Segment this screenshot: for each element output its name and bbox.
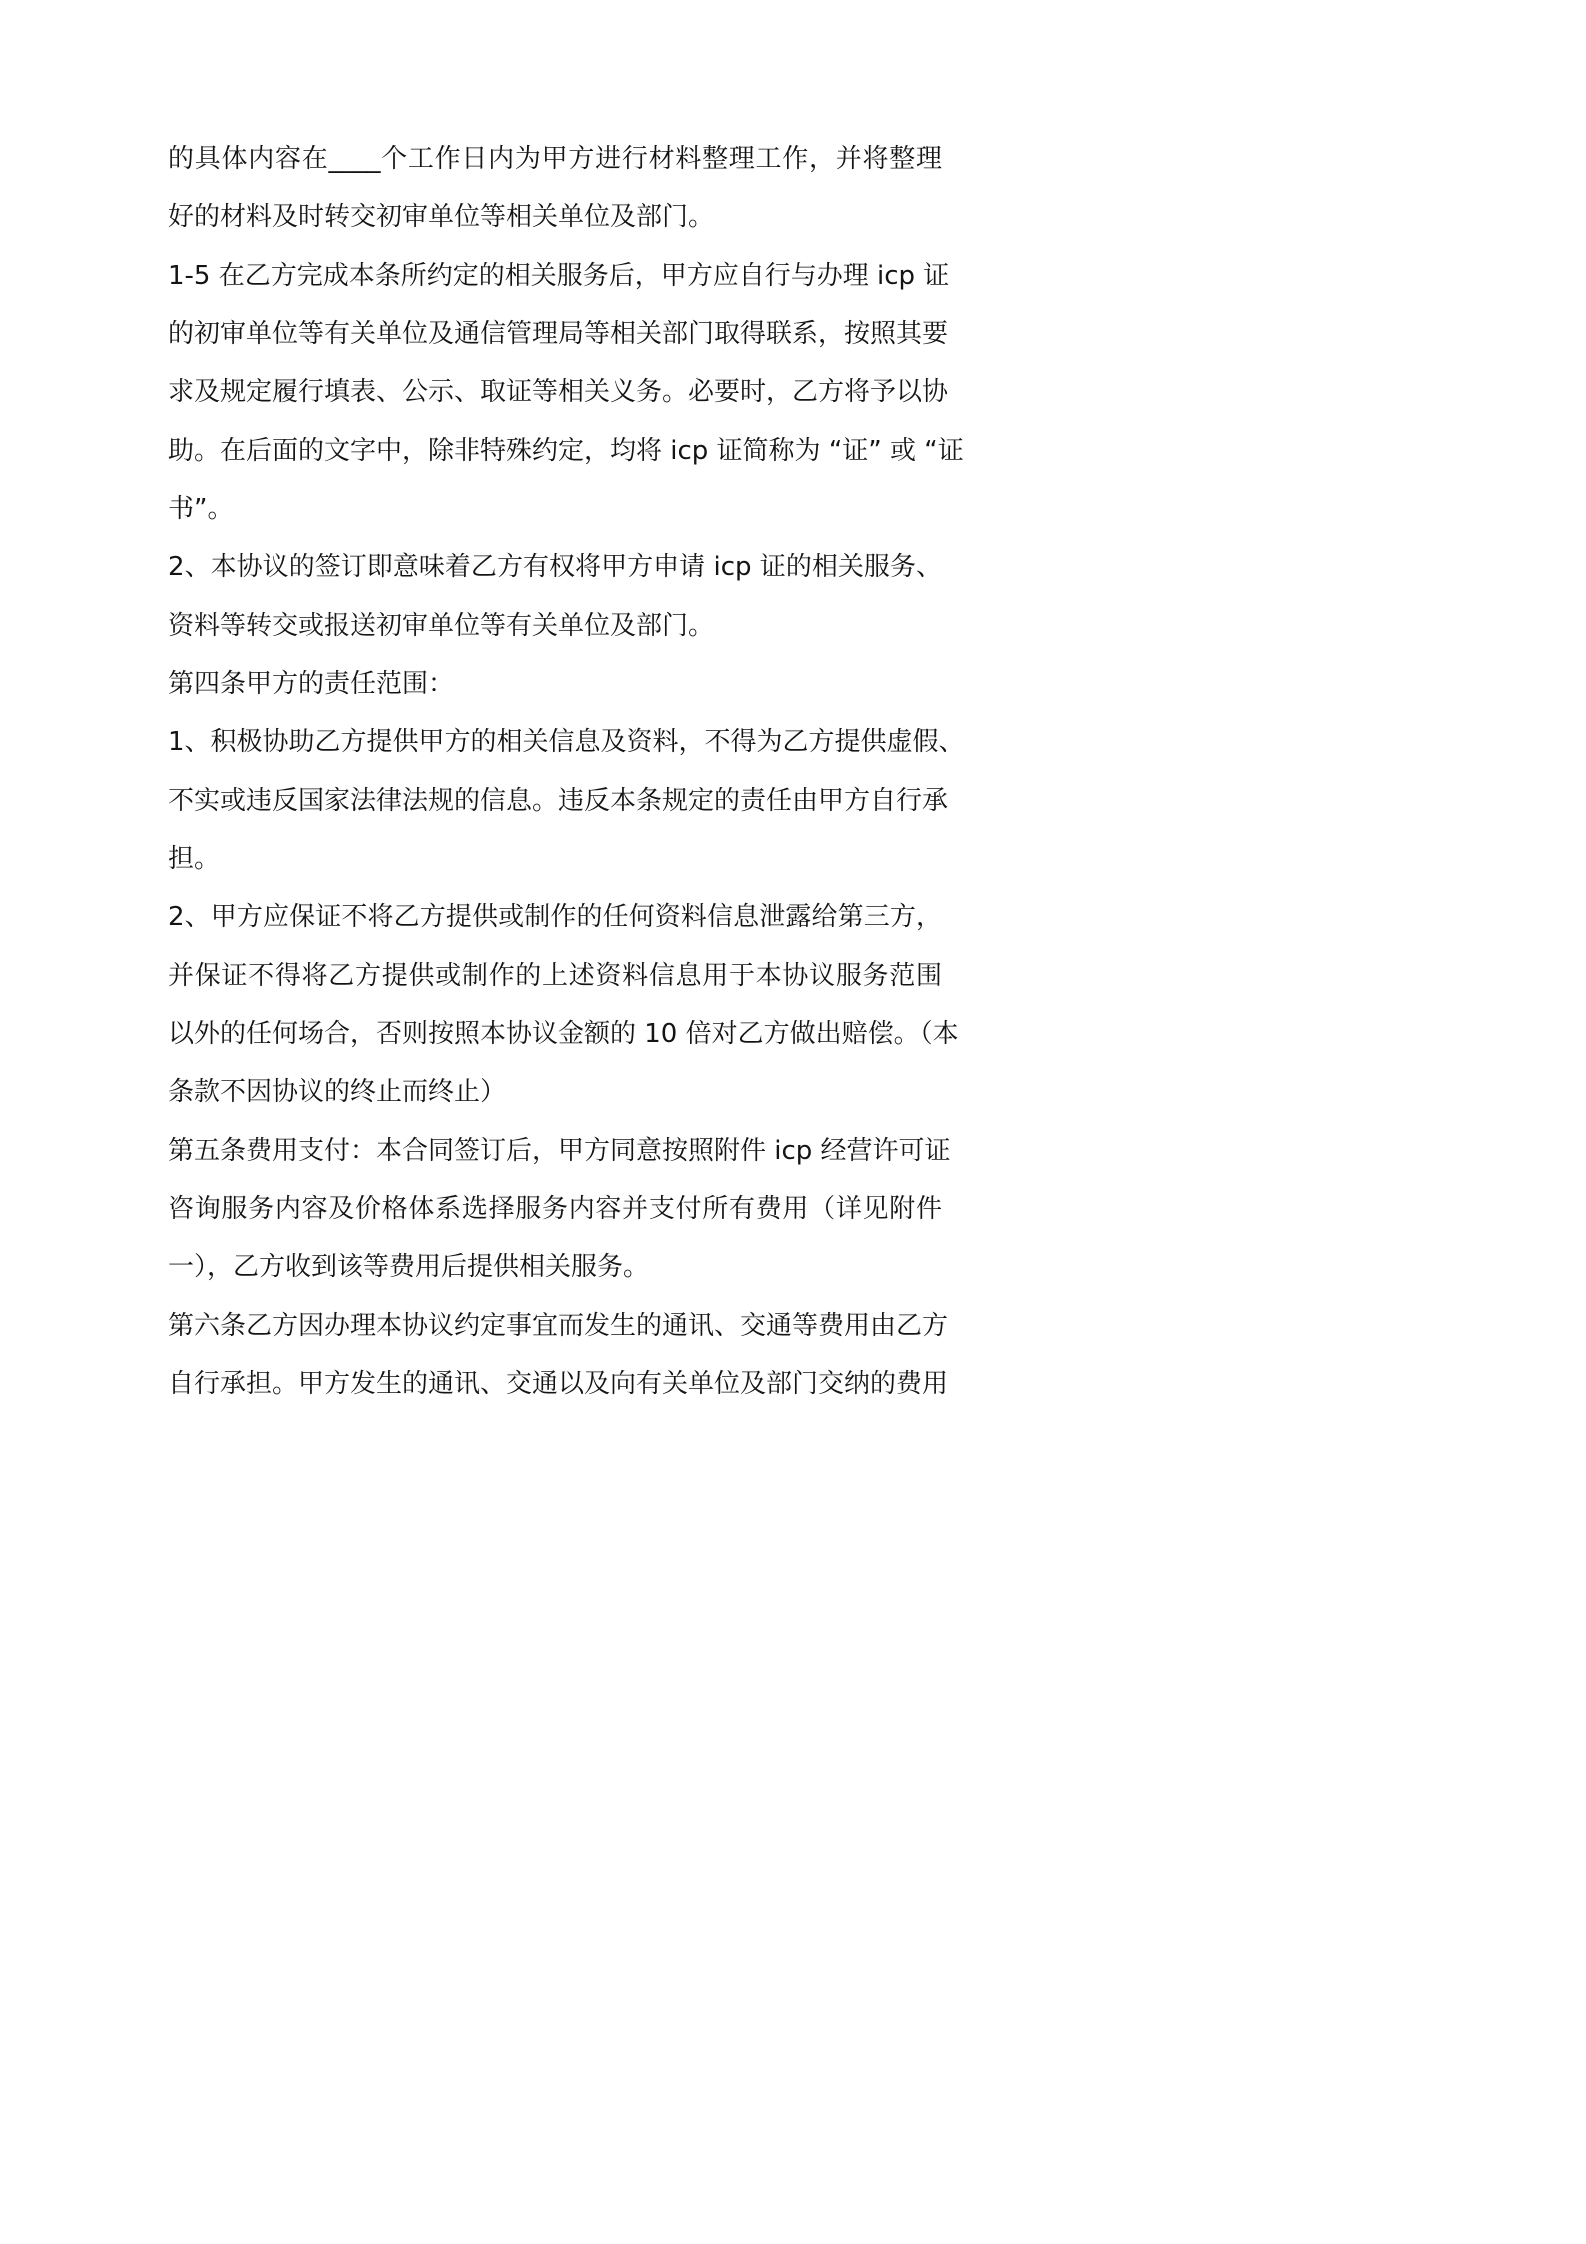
text-line: 并保证不得将乙方提供或制作的上述资料信息用于本协议服务范围 [168,961,942,991]
document-page [0,0,1100,1556]
text-line: 2、本协议的签订即意味着乙方有权将甲方申请 icp 证的相关服务、 [168,552,942,582]
text-line: 1-5 在乙方完成本条所约定的相关服务后，甲方应自行与办理 icp 证 [168,261,950,291]
section-heading: 第四条甲方的责任范围： [168,669,455,699]
text-line: 书”。 [168,494,234,524]
text-line: 以外的任何场合，否则按照本协议金额的 10 倍对乙方做出赔偿。（本 [168,1019,959,1049]
text-line: 求及规定履行填表、公示、取证等相关义务。必要时，乙方将予以协 [168,377,949,407]
text-line: 咨询服务内容及价格体系选择服务内容并支付所有费用（详见附件 [168,1194,942,1224]
text-line: 2、甲方应保证不将乙方提供或制作的任何资料信息泄露给第三方， [168,902,942,932]
text-line: 好的材料及时转交初审单位等相关单位及部门。 [168,202,715,232]
section-heading: 第六条乙方因办理本协议约定事宜而发生的通讯、交通等费用由乙方 [168,1311,949,1341]
text-line: 一），乙方收到该等费用后提供相关服务。 [168,1252,650,1282]
text-line: 助。在后面的文字中，除非特殊约定，均将 icp 证简称为 “证” 或 “证 [168,436,964,466]
text-line: 自行承担。甲方发生的通讯、交通以及向有关单位及部门交纳的费用 [168,1369,949,1399]
text-line: 1、积极协助乙方提供甲方的相关信息及资料，不得为乙方提供虚假、 [168,727,965,757]
text-line: 的初审单位等有关单位及通信管理局等相关部门取得联系，按照其要 [168,319,949,349]
section-heading: 第五条费用支付：本合同签订后，甲方同意按照附件 icp 经营许可证 [168,1136,951,1166]
text-line: 资料等转交或报送初审单位等有关单位及部门。 [168,611,715,641]
text-line: 条款不因协议的终止而终止） [168,1077,507,1107]
text-line: 担。 [168,844,221,874]
text-line: 的具体内容在____个工作日内为甲方进行材料整理工作，并将整理 [168,144,942,174]
text-line: 不实或违反国家法律法规的信息。违反本条规定的责任由甲方自行承 [168,786,949,816]
